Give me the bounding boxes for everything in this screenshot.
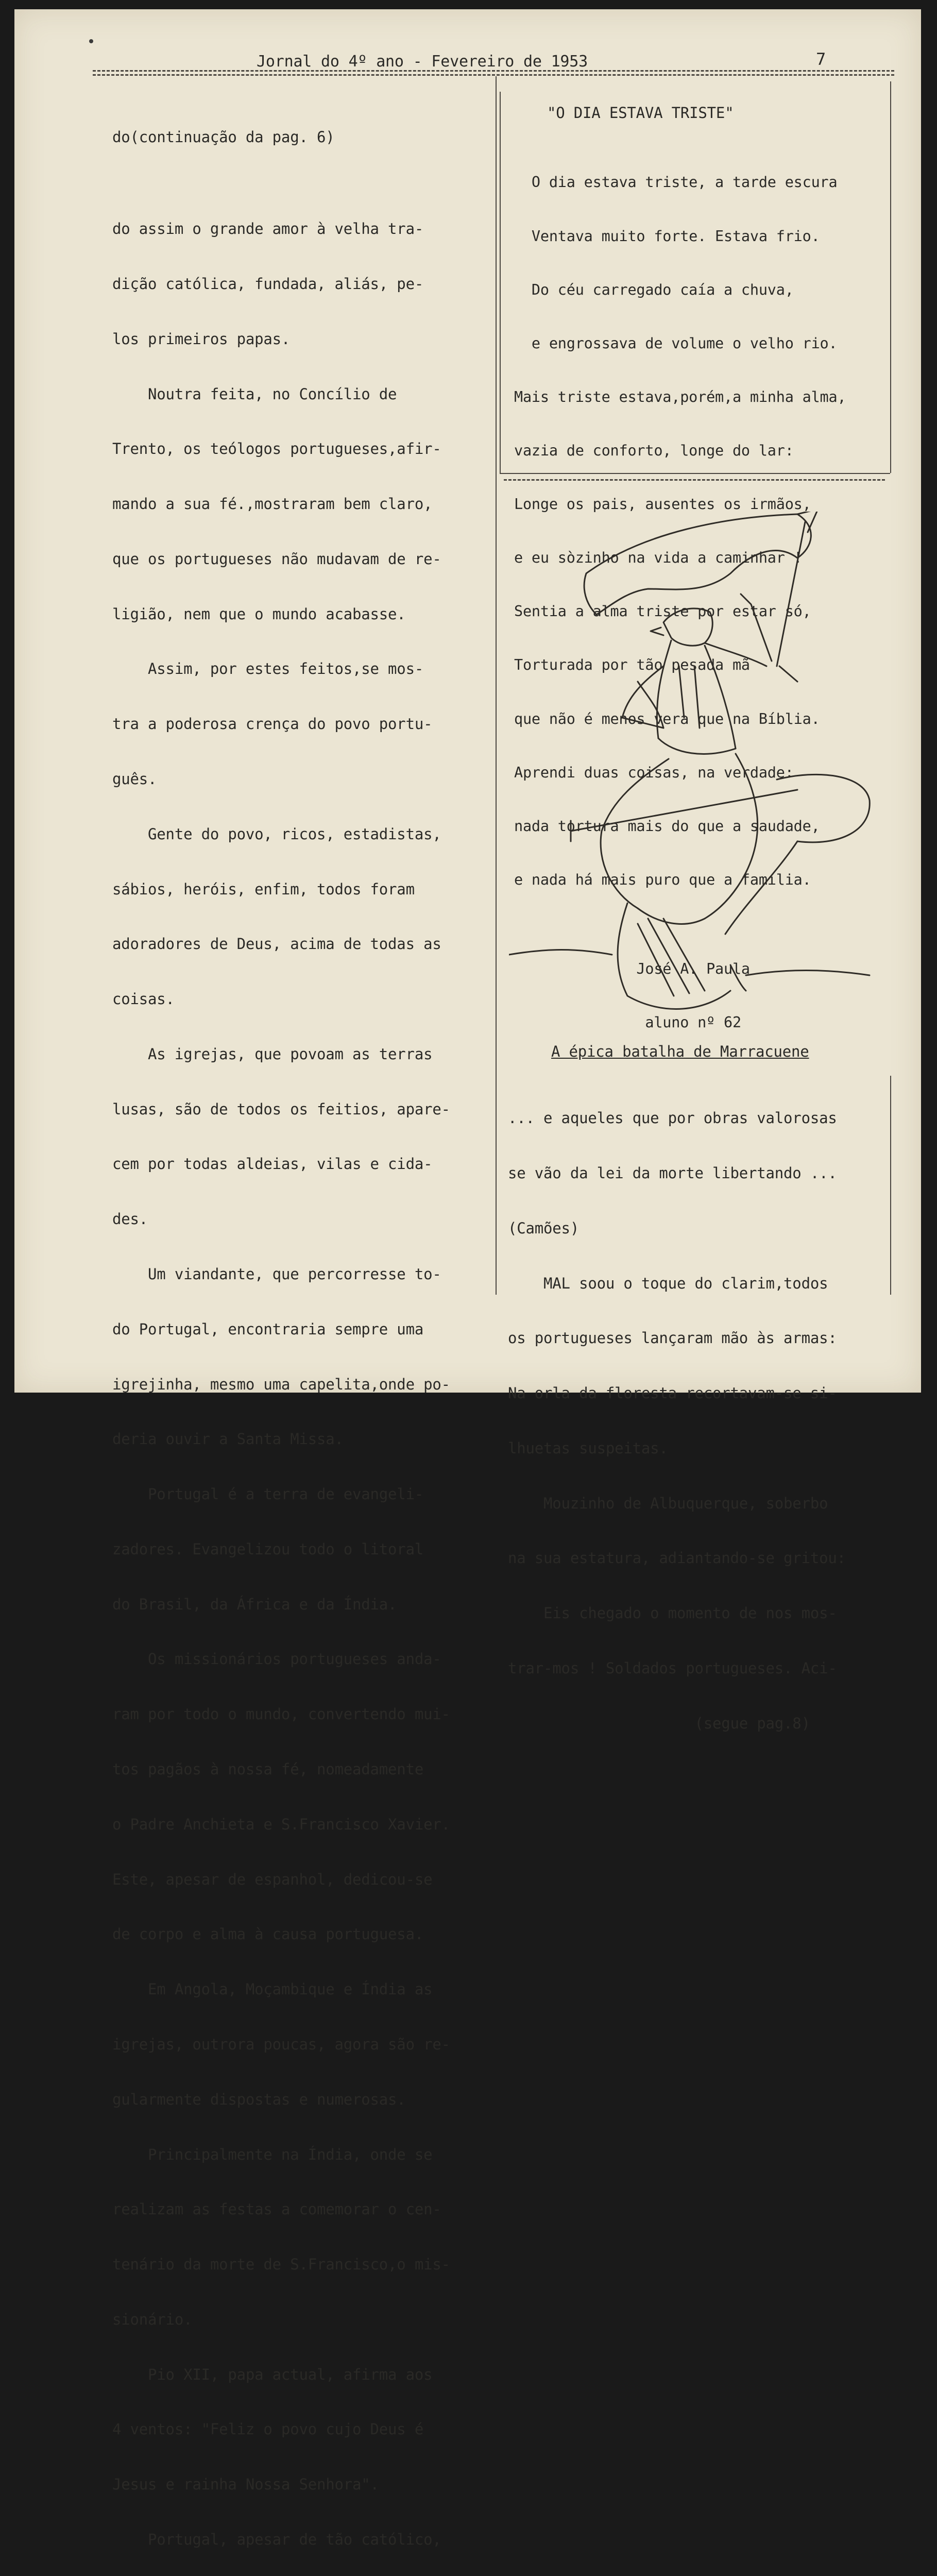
story-line: (Camões) bbox=[508, 1219, 580, 1237]
story-line: lhuetas suspeitas. bbox=[508, 1439, 668, 1457]
article-line: Este, apesar de espanhol, dedicou-se bbox=[112, 1870, 433, 1888]
article-line: des. bbox=[112, 1210, 148, 1228]
story-line: Mouzinho de Albuquerque, soberbo bbox=[508, 1494, 828, 1512]
illustration-caption: A épica batalha de Marracuene bbox=[551, 1043, 809, 1060]
story-line: na sua estatura, adiantando-se gritou: bbox=[508, 1549, 846, 1567]
battle-illustration bbox=[509, 512, 880, 1027]
header-rule bbox=[93, 70, 894, 72]
story-line: Eis chegado o momento de nos mos- bbox=[508, 1604, 837, 1622]
left-column-article bbox=[112, 92, 450, 2576]
article-line: do assim o grande amor à velha tra- bbox=[112, 220, 424, 238]
poem-line: Ventava muito forte. Estava frio. bbox=[514, 227, 820, 245]
article-line: zadores. Evangelizou todo o litoral bbox=[112, 1540, 424, 1558]
article-line: mando a sua fé.,mostraram bem claro, bbox=[112, 495, 433, 513]
poem-line: Aprendi duas coisas, na verdade: bbox=[514, 764, 794, 781]
article-line: gularmente dispostas e numerosas. bbox=[112, 2090, 406, 2108]
poem-line: Do céu carregado caía a chuva, bbox=[514, 281, 794, 298]
article-line: Um viandante, que percorresse to- bbox=[112, 1265, 441, 1283]
soldier-sketch bbox=[509, 512, 880, 1027]
poem-line: vazia de conforto, longe do lar: bbox=[514, 442, 794, 459]
article-line: los primeiros papas. bbox=[112, 330, 291, 348]
poem-line: e eu sòzinho na vida a caminhar ! bbox=[514, 549, 803, 567]
story-line: MAL soou o toque do clarim,todos bbox=[508, 1274, 828, 1292]
article-line: Portugal é a terra de evangeli- bbox=[112, 1485, 424, 1503]
poem-line: Mais triste estava,porém,a minha alma, bbox=[514, 388, 846, 405]
poem-title: "O DIA ESTAVA TRISTE" bbox=[547, 104, 734, 122]
column-divider bbox=[496, 76, 497, 1295]
poem-line: e nada há mais puro que a família. bbox=[514, 871, 811, 888]
article-line: Gente do povo, ricos, estadistas, bbox=[112, 825, 441, 843]
story-line: trar-mos ! Soldados portugueses. Aci- bbox=[508, 1659, 837, 1677]
article-line: igrejinha, mesmo uma capelita,onde po- bbox=[112, 1375, 450, 1393]
article-line: ligião, nem que o mundo acabasse. bbox=[112, 605, 406, 623]
running-head: Jornal do 4º ano - Fevereiro de 1953 bbox=[257, 53, 588, 71]
article-line: realizam as festas a comemorar o cen- bbox=[112, 2200, 441, 2218]
article-line: do Portugal, encontraria sempre uma bbox=[112, 1320, 424, 1338]
header-rule-2 bbox=[93, 74, 894, 76]
poem-line: Longe os pais, ausentes os irmãos, bbox=[514, 496, 811, 513]
story-line: os portugueses lançaram mão às armas: bbox=[508, 1329, 837, 1347]
article-line: do Brasil, da África e da Índia. bbox=[112, 1595, 397, 1613]
article-line: lusas, são de todos os feitios, apare- bbox=[112, 1100, 450, 1118]
article-line: As igrejas, que povoam as terras bbox=[112, 1045, 433, 1063]
poem-line: que não é menos vera que na Bíblia. bbox=[514, 710, 820, 727]
section-rule bbox=[504, 479, 885, 481]
poem-line: José A. Paula bbox=[514, 960, 750, 978]
article-line: sábios, heróis, enfim, todos foram bbox=[112, 880, 415, 898]
story-line: se vão da lei da morte libertando ... bbox=[508, 1164, 837, 1182]
poem-line: Sentia a alma triste por estar só, bbox=[514, 603, 811, 620]
article-line: que os portugueses não mudavam de re- bbox=[112, 550, 441, 568]
article-line: tra a poderosa crença do povo portu- bbox=[112, 715, 433, 733]
article-line: guês. bbox=[112, 770, 157, 788]
poem-line: nada tortura mais do que a saudade, bbox=[514, 817, 820, 835]
poem-line: Torturada por tão pesada mã bbox=[514, 656, 750, 674]
article-line: Assim, por estes feitos,se mos- bbox=[112, 660, 424, 678]
article-line: Pio XII, papa actual, afirma aos bbox=[112, 2365, 433, 2383]
story-column bbox=[508, 1073, 846, 1770]
article-line: Principalmente na Índia, onde se bbox=[112, 2145, 433, 2163]
article-line: ram por todo o mundo, convertendo mui- bbox=[112, 1705, 450, 1723]
article-line: dição católica, fundada, aliás, pe- bbox=[112, 275, 424, 293]
article-line: sionário. bbox=[112, 2310, 193, 2328]
article-line: 4 ventos: "Feliz o povo cujo Deus é bbox=[112, 2420, 424, 2438]
poem-line: e engrossava de volume o velho rio. bbox=[514, 334, 838, 352]
article-line: deria ouvir a Santa Missa. bbox=[112, 1430, 344, 1448]
article-line: Os missionários portugueses anda- bbox=[112, 1650, 441, 1668]
poem-line: aluno nº 62 bbox=[514, 1014, 741, 1031]
article-line: cem por todas aldeias, vilas e cida- bbox=[112, 1155, 433, 1173]
poem-line: O dia estava triste, a tarde escura bbox=[514, 174, 838, 191]
article-line: adoradores de Deus, acima de todas as bbox=[112, 935, 441, 953]
article-line: tos pagãos à nossa fé, nomeadamente bbox=[112, 1760, 424, 1778]
article-line: o Padre Anchieta e S.Francisco Xavier. bbox=[112, 1815, 450, 1833]
story-line: ... e aqueles que por obras valorosas bbox=[508, 1109, 837, 1127]
newspaper-page bbox=[14, 9, 921, 2548]
article-line: de corpo e alma à causa portuguesa. bbox=[112, 1925, 424, 1943]
punch-mark bbox=[89, 39, 93, 43]
story-line: Na orla da floresta recortavam-se si- bbox=[508, 1384, 837, 1402]
article-line: tenário da morte de S.Francisco,o mis- bbox=[112, 2256, 450, 2274]
article-line: Portugal, apesar de tão católico, bbox=[112, 2530, 441, 2548]
article-line: coisas. bbox=[112, 990, 175, 1008]
poem-box-left bbox=[500, 92, 501, 473]
article-line: do(continuação da pag. 6) bbox=[112, 128, 335, 146]
story-line: (segue pag.8) bbox=[508, 1714, 810, 1732]
page-number: 7 bbox=[816, 49, 826, 69]
article-line: Em Angola, Moçambique e Índia as bbox=[112, 1980, 433, 1998]
poem-box-right bbox=[890, 81, 891, 473]
story-box-right bbox=[890, 1076, 891, 1295]
article-line: Noutra feita, no Concílio de bbox=[112, 385, 397, 403]
article-line: Jesus e rainha Nossa Senhora". bbox=[112, 2476, 379, 2494]
article-line: Trento, os teólogos portugueses,afir- bbox=[112, 440, 441, 458]
article-line: igrejas, outrora poucas, agora são re- bbox=[112, 2035, 450, 2053]
